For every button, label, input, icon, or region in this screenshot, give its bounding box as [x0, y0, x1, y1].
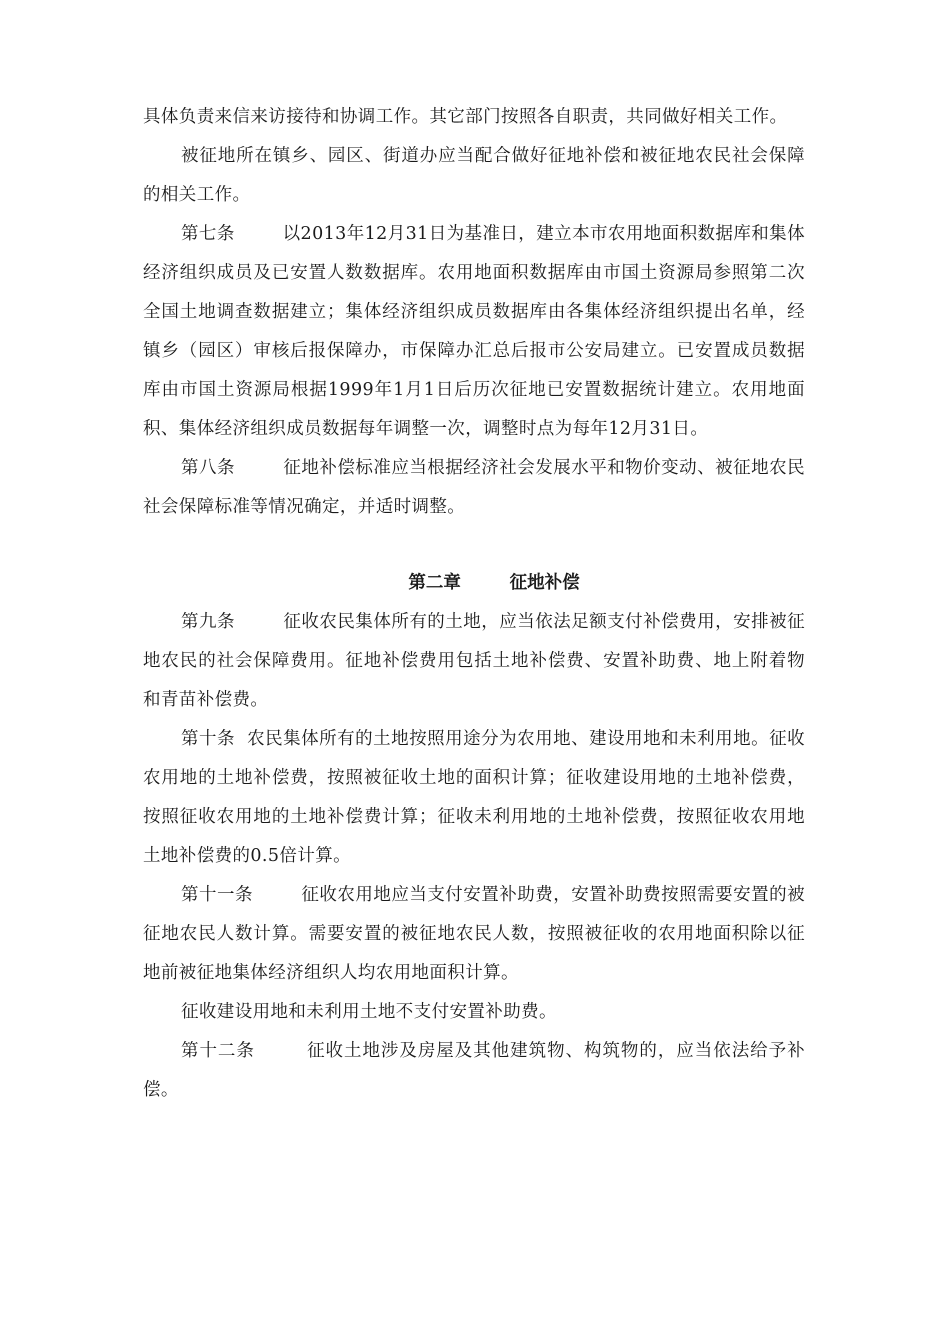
article-10	[143, 720, 805, 876]
paragraph-continuation	[143, 98, 805, 137]
article-text: 征地补偿标准应当根据经济社会发展水平和物价变动、被征地农民社会保障标准等情况确定，并适时调整。	[143, 458, 805, 517]
article-text: 农民集体所有的土地按照用途分为农用地、建设用地和未利用地。征收农用地的土地补偿费，按照被征收土地的面积计算；征收建设用地的土地补偿费，按照征收农用地的土地补偿费计算；征收未利用地的土地补偿费，按照征收农用地土地补偿费的0.5倍计算。	[143, 729, 805, 866]
article-12	[143, 1032, 805, 1110]
article-9	[143, 603, 805, 720]
article-text: 征收土地涉及房屋及其他建筑物、构筑物的，应当依法给予补偿。	[143, 1041, 805, 1100]
article-label: 第十一条	[181, 885, 253, 905]
paragraph-text: 被征地所在镇乡、园区、街道办应当配合做好征地补偿和被征地农民社会保障的相关工作。	[143, 146, 805, 205]
article-text: 征收农用地应当支付安置补助费，安置补助费按照需要安置的被征地农民人数计算。需要安置的被征地农民人数，按照被征收的农用地面积除以征地前被征地集体经济组织人均农用地面积计算。	[143, 885, 806, 983]
chapter-number: 第二章	[408, 573, 461, 593]
chapter-heading	[143, 564, 805, 603]
chapter-title: 征地补偿	[509, 573, 580, 593]
paragraph-text: 具体负责来信来访接待和协调工作。其它部门按照各自职责，共同做好相关工作。	[143, 107, 788, 127]
article-label: 第十条	[181, 729, 235, 749]
article-label: 第九条	[181, 612, 235, 632]
article-text: 征收农民集体所有的土地，应当依法足额支付补偿费用，安排被征地农民的社会保障费用。征地补偿费用包括土地补偿费、安置补助费、地上附着物和青苗补偿费。	[143, 612, 805, 710]
document-page	[143, 98, 805, 1110]
paragraph-text: 征收建设用地和未利用土地不支付安置补助费。	[181, 1002, 557, 1022]
article-7	[143, 215, 805, 449]
article-label: 第八条	[181, 458, 235, 478]
paragraph	[143, 993, 805, 1032]
article-8	[143, 449, 805, 527]
article-text: 以2013年12月31日为基准日，建立本市农用地面积数据库和集体经济组织成员及已安置人数数据库。农用地面积数据库由市国土资源局参照第二次全国土地调查数据建立；集体经济组织成员数据库由各集体经济组织提出名单，经镇乡（园区）审核后报保障办，市保障办汇总后报市公安局建立。已安置成员数据库由市国土资源局根据1999年1月1日后历次征地已安置数据统计建立。农用地面积、集体经济组织成员数据每年调整一次，调整时点为每年12月31日。	[143, 224, 806, 439]
article-label: 第十二条	[181, 1041, 255, 1061]
paragraph	[143, 137, 805, 215]
article-label: 第七条	[181, 224, 235, 244]
article-11	[143, 876, 805, 993]
